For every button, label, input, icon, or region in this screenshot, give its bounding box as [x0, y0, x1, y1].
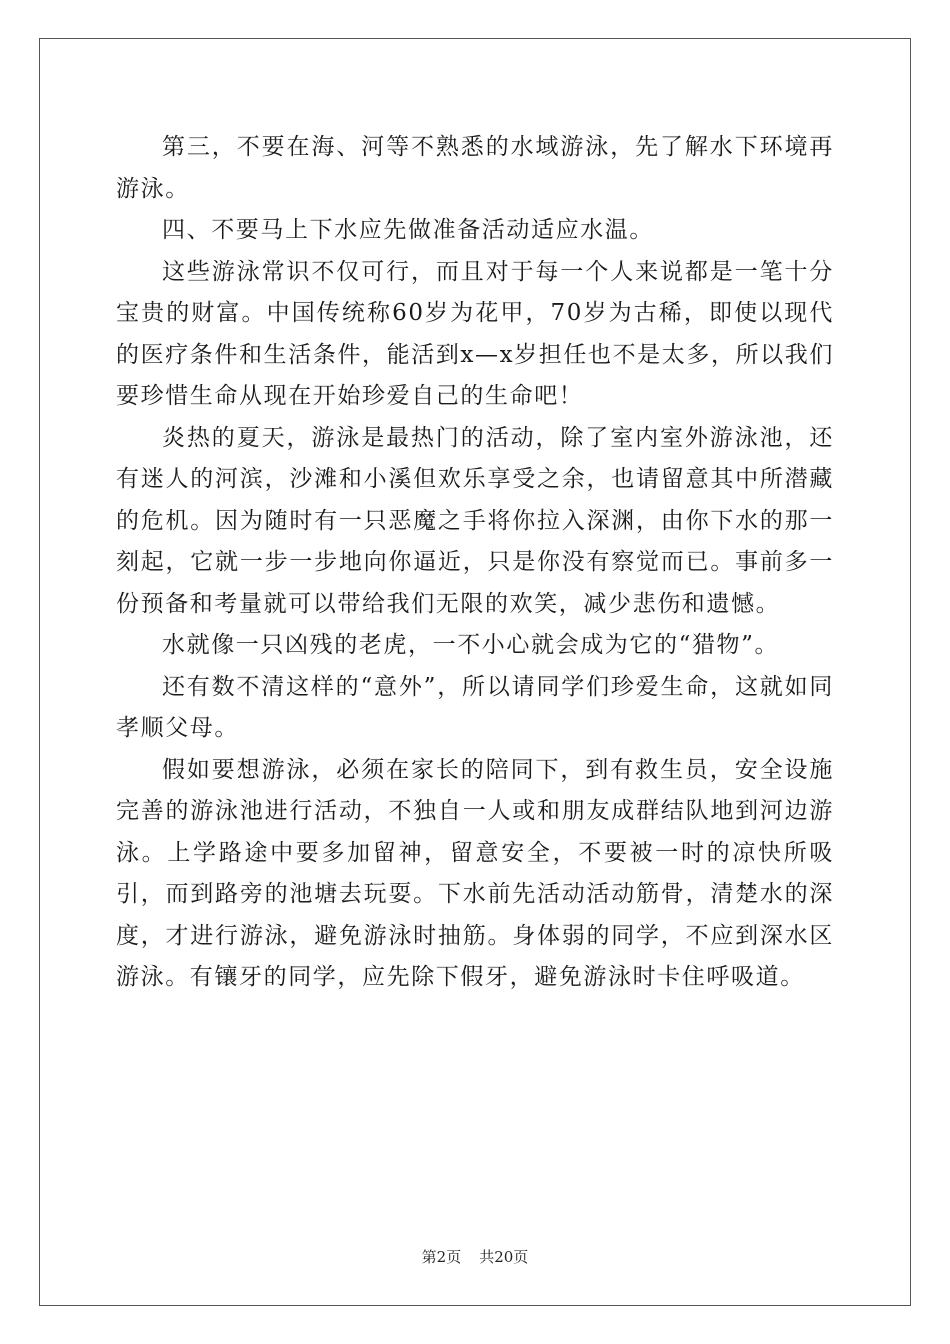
paragraph-6: 还有数不清这样的“意外”，所以请同学们珍爱生命，这就如同孝顺父母。: [116, 673, 834, 741]
paragraph-4: 炎热的夏天，游泳是最热门的活动，除了室内室外游泳池，还有迷人的河滨，沙滩和小溪但欢乐享受之余，也请留意其中所潜藏的危机。因为随时有一只恶魔之手将你拉入深渊，由你下水的那一刻起，它就一步一步地向你逼近，只是你没有察觉而已。事前多一份预备和考量就可以带给我们无限的欢笑，减少悲伤和遗憾。: [116, 424, 834, 617]
paragraph-7: 假如要想游泳，必须在家长的陪同下，到有救生员，安全设施完善的游泳池进行活动，不独自一人或和朋友成群结队地到河边游泳。上学路途中要多加留神，留意安全，不要被一时的凉快所吸引，而到路旁的池塘去玩耍。下水前先活动活动筋骨，清楚水的深度，才进行游泳，避免游泳时抽筋。身体弱的同学，不应到深水区游泳。有镶牙的同学，应先除下假牙，避免游泳时卡住呼吸道。: [116, 756, 834, 990]
paragraph-3: 这些游泳常识不仅可行，而且对于每一个人来说都是一笔十分宝贵的财富。中国传统称60岁为花甲，70岁为古稀，即使以现代的医疗条件和生活条件，能活到x—x岁担任也不是太多，所以我们要珍惜生命从现在开始珍爱自己的生命吧！: [116, 258, 834, 409]
total-page-count: 共20页: [479, 1248, 529, 1266]
page-footer: [0, 1246, 950, 1267]
paragraph-5: 水就像一只凶残的老虎，一不小心就会成为它的“猎物”。: [162, 632, 780, 658]
current-page-number: 第2页: [421, 1248, 462, 1266]
paragraph-2: 四、不要马上下水应先做准备活动适应水温。: [162, 217, 654, 243]
document-body: [116, 127, 834, 999]
paragraph-1: 第三，不要在海、河等不熟悉的水域游泳，先了解水下环境再游泳。: [116, 134, 834, 202]
